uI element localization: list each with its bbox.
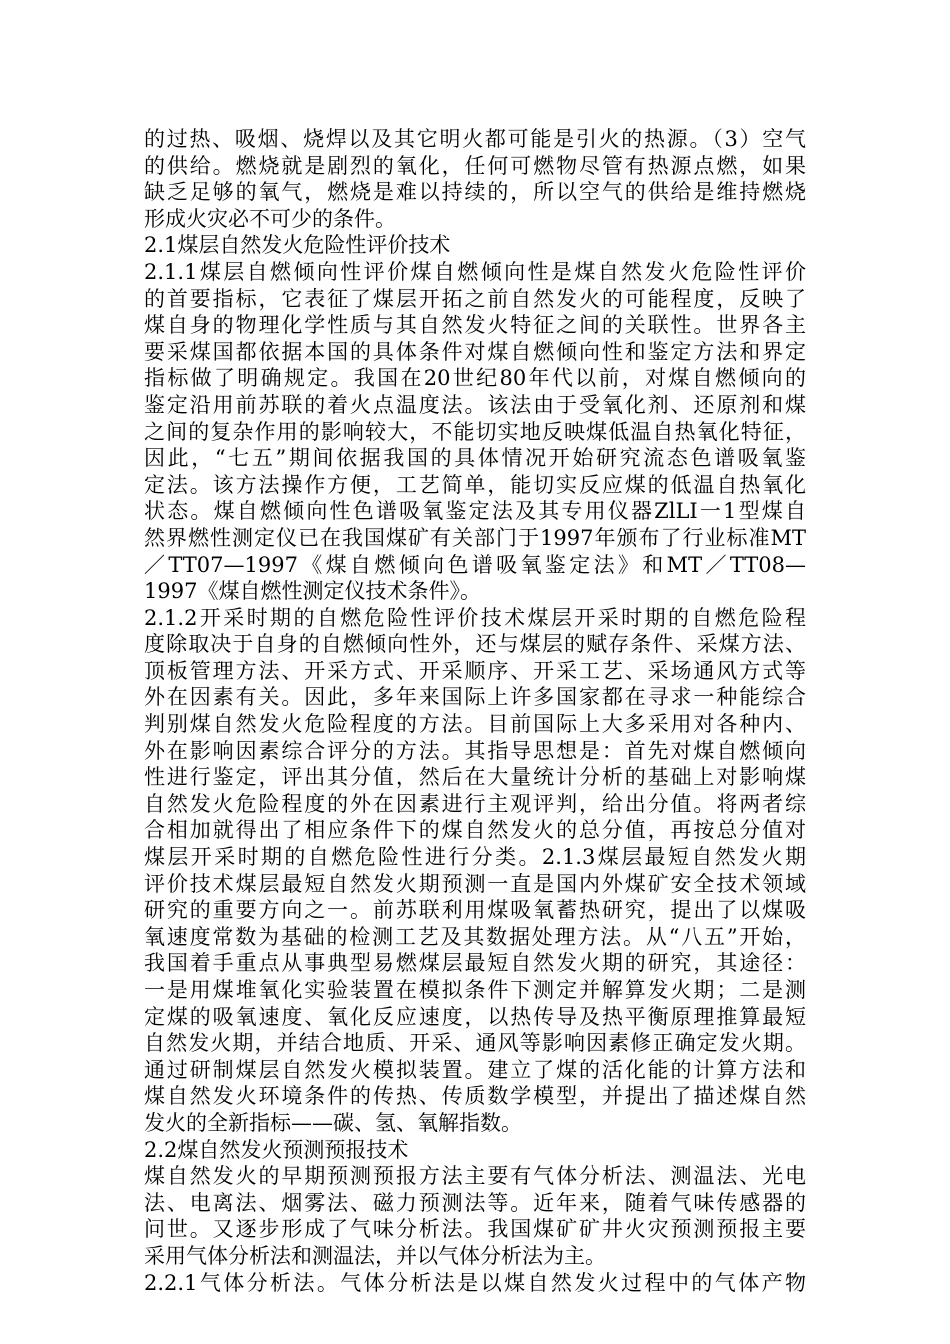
text-line: 定法。该方法操作方便，工艺简单，能切实反应煤的低温自热氧化: [144, 472, 806, 497]
text-line: 状态。煤自燃倾向性色谱吸氧鉴定法及其专用仪器ZlLI一1型煤自: [144, 499, 806, 524]
text-line: 指标做了明确规定。我国在20世纪80年代以前，对煤自燃倾向的: [144, 366, 806, 391]
text-line: 研究的重要方向之一。前苏联利用煤吸氧蓄热研究，提出了以煤吸: [144, 898, 806, 923]
text-line: 2.1.1煤层自燃倾向性评价煤自燃倾向性是煤自然发火危险性评价: [144, 259, 806, 284]
text-line: 外在影响因素综合评分的方法。其指导思想是：首先对煤自燃倾向: [144, 738, 806, 763]
text-line: 发火的全新指标——碳、氢、氧解指数。: [144, 1110, 522, 1135]
text-line: 因此，“七五”期间依据我国的具体情况开始研究流态色谱吸氧鉴: [144, 446, 806, 471]
text-line: 问世。又逐步形成了气味分析法。我国煤矿矿井火灾预测预报主要: [144, 1217, 806, 1242]
text-line: 顶板管理方法、开采方式、开采顺序、开采工艺、采场通风方式等: [144, 658, 806, 683]
text-line: 煤层开采时期的自燃危险性进行分类。2.1.3煤层最短自然发火期: [144, 845, 806, 870]
text-line: 煤自然发火的早期预测预报方法主要有气体分析法、测温法、光电: [144, 1164, 806, 1189]
text-line: ／TT07—1997《煤自燃倾向色谱吸氧鉴定法》和MT／TT08—: [144, 552, 806, 577]
text-line: 2.2.1气体分析法。气体分析法是以煤自然发火过程中的气体产物: [144, 1270, 806, 1295]
text-line: 合相加就得出了相应条件下的煤自然发火的总分值，再按总分值对: [144, 818, 806, 843]
text-line: 一是用煤堆氧化实验装置在模拟条件下测定并解算发火期；二是测: [144, 978, 806, 1002]
text-line: 自然发火危险程度的外在因素进行主观评判，给出分值。将两者综: [144, 791, 806, 816]
text-line: 之间的复杂作用的影响较大，不能切实地反映煤低温自热氧化特征，: [144, 419, 806, 444]
text-line: 然界燃性测定仪已在我国煤矿有关部门于1997年颁布了行业标准MT: [144, 525, 806, 550]
text-line: 鉴定沿用前苏联的着火点温度法。该法由于受氧化剂、还原剂和煤: [144, 392, 806, 417]
text-line: 煤自然发火环境条件的传热、传质数学模型，并提出了描述煤自然: [144, 1084, 806, 1109]
text-line: 煤自身的物理化学性质与其自然发火特征之间的关联性。世界各主: [144, 313, 806, 338]
text-line: 2.1煤层自然发火危险性评价技术: [144, 233, 451, 258]
text-line: 评价技术煤层最短自然发火期预测一直是国内外煤矿安全技术领域: [144, 871, 806, 896]
text-line: 通过研制煤层自然发火模拟装置。建立了煤的活化能的计算方法和: [144, 1057, 806, 1082]
text-line: 定煤的吸氧速度、氧化反应速度，以热传导及热平衡原理推算最短: [144, 1004, 806, 1029]
document-body: [144, 126, 806, 1296]
text-line: 2.1.2开采时期的自燃危险性评价技术煤层开采时期的自燃危险程: [144, 605, 806, 630]
text-line: 的过热、吸烟、烧焊以及其它明火都可能是引火的热源。（3）空气: [144, 127, 806, 151]
text-line: 氧速度常数为基础的检测工艺及其数据处理方法。从“八五”开始，: [144, 924, 806, 949]
text-line: 采用气体分析法和测温法，并以气体分析法为主。: [144, 1243, 606, 1268]
text-line: 的首要指标，它表征了煤层开拓之前自然发火的可能程度，反映了: [144, 286, 806, 311]
text-line: 判别煤自然发火危险程度的方法。目前国际上大多采用对各种内、: [144, 712, 806, 737]
text-line: 外在因素有关。因此，多年来国际上许多国家都在寻求一种能综合: [144, 685, 806, 710]
text-line: 法、电离法、烟雾法、磁力预测法等。近年来，随着气味传感器的: [144, 1190, 806, 1215]
text-line: 我国着手重点从事典型易燃煤层最短自然发火期的研究，其途径：: [144, 951, 806, 976]
text-line: 形成火灾必不可少的条件。: [144, 206, 396, 231]
text-line: 度除取决于自身的自燃倾向性外，还与煤层的赋存条件、采煤方法、: [144, 632, 806, 657]
text-line: 的供给。燃烧就是剧烈的氧化，任何可燃物尽管有热源点燃，如果: [144, 153, 806, 178]
text-line: 性进行鉴定，评出其分值，然后在大量统计分析的基础上对影响煤: [144, 765, 806, 790]
text-line: 要采煤国都依据本国的具体条件对煤自燃倾向性和鉴定方法和界定: [144, 339, 806, 364]
text-line: 2.2煤自然发火预测预报技术: [144, 1137, 409, 1162]
text-line: 1997《煤自燃性测定仪技术条件》。: [144, 579, 481, 604]
text-line: 缺乏足够的氧气，燃烧是难以持续的，所以空气的供给是维持燃烧: [144, 180, 806, 205]
text-line: 自然发火期，并结合地质、开采、通风等影响因素修正确定发火期。: [144, 1031, 806, 1056]
